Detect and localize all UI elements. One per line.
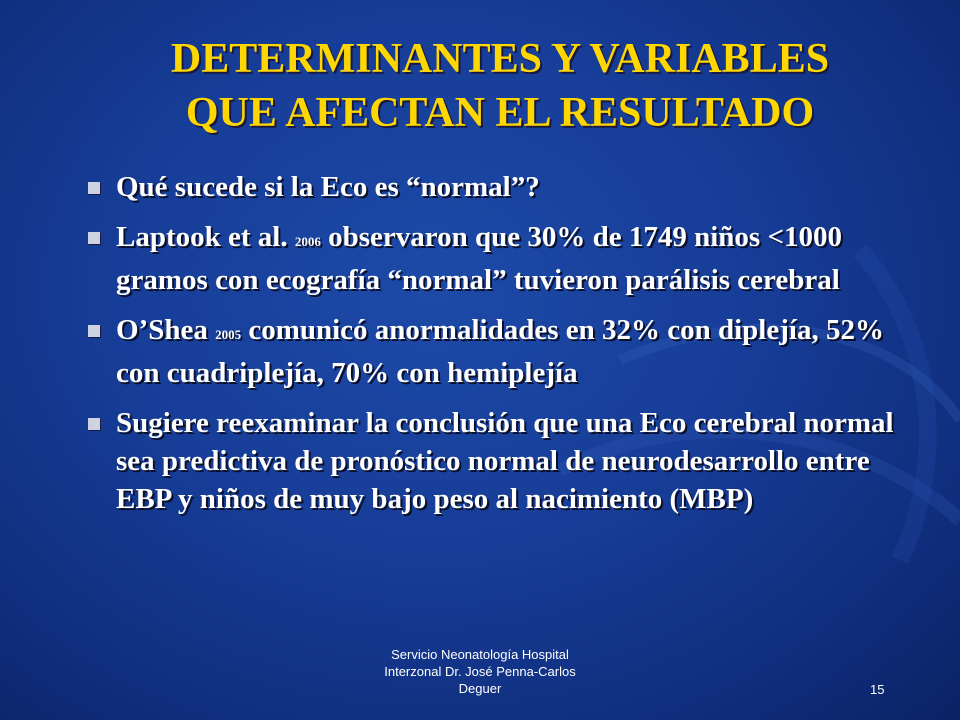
bullet-item	[82, 404, 922, 518]
square-bullet-icon	[88, 182, 100, 194]
slide-title-line-2: QUE AFECTAN EL RESULTADO	[185, 90, 815, 136]
page-number: 15	[870, 682, 885, 697]
square-bullet-icon	[88, 232, 100, 244]
bullet-item	[82, 218, 922, 299]
bullet-list	[82, 168, 922, 530]
square-bullet-icon	[88, 418, 100, 430]
square-bullet-icon	[88, 325, 100, 337]
bullet-text-part: Laptook et al.	[116, 221, 295, 253]
footer-line: Deguer	[458, 681, 502, 696]
slide-footer	[340, 646, 620, 697]
citation-year: 2006	[294, 234, 321, 249]
bullet-text-part: O’Shea	[116, 314, 216, 346]
bullet-item	[82, 168, 922, 206]
bullet-text: Sugiere reexaminar la conclusión que una Eco cerebral normal sea predictiva de pronóstico normal de neurodesarrollo entre EBP y niños de muy bajo peso al nacimiento (MBP)	[116, 407, 894, 515]
citation-year: 2005	[215, 327, 242, 342]
footer-line: Servicio Neonatología Hospital	[391, 647, 569, 662]
bullet-item	[82, 311, 922, 392]
footer-line: Interzonal Dr. José Penna-Carlos	[384, 664, 576, 679]
bullet-text-part: comunicó anormalidades en 32% con diplejía, 52% con cuadriplejía, 70% con hemiplejía	[116, 314, 884, 389]
bullet-text: Qué sucede si la Eco es “normal”?	[116, 171, 540, 203]
slide-title	[60, 32, 940, 140]
slide-title-line-1: DETERMINANTES Y VARIABLES	[170, 36, 830, 82]
bullet-text-part: observaron que 30% de 1749 niños <1000 gramos con ecografía “normal” tuvieron parálisis cerebral	[116, 221, 842, 296]
